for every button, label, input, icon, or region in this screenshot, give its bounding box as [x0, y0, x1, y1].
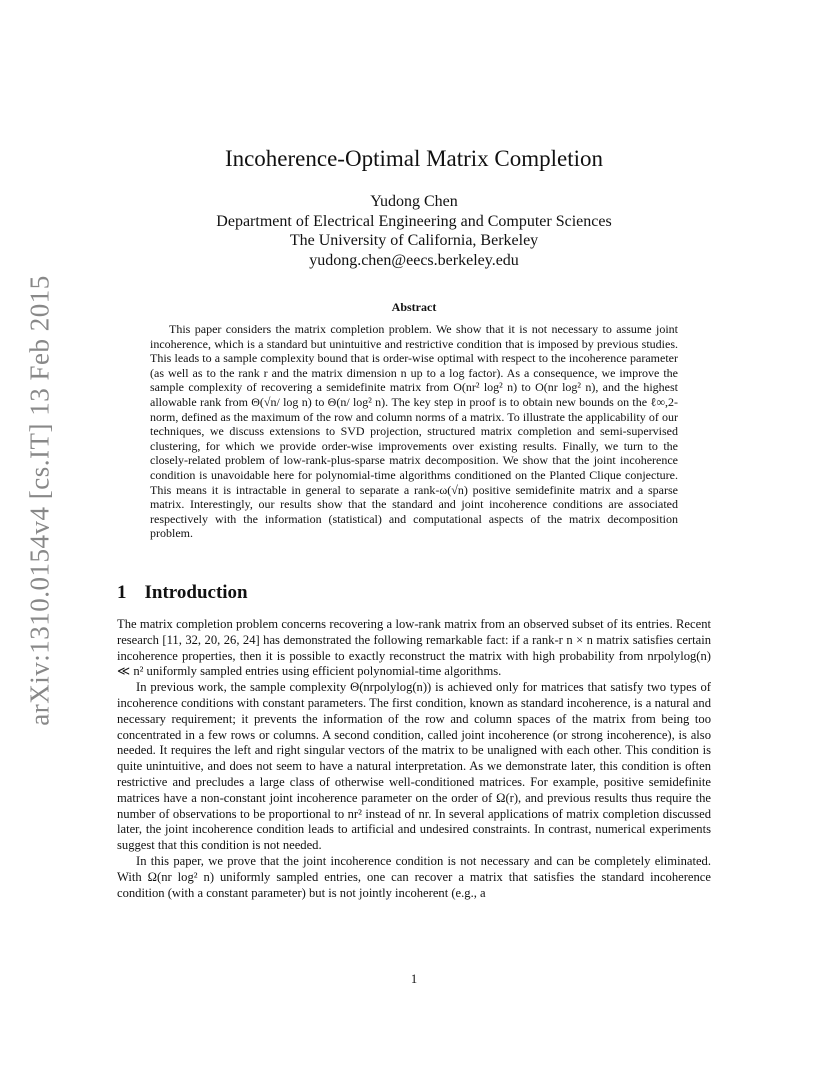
paragraph: In previous work, the sample complexity Θ(nrpolylog(n)) is achieved only for matrices that satisfy two types of incoherence conditions with constant parameters. The first condition, known as standard incoherence, is a natural and necessary requirement; it prevents the information of the row and column spaces of the matrix from being too concentrated in a few rows or columns. A second condition, called joint incoherence (or strong incoherence), is also needed. It requires the left and right singular vectors of the matrix to be unaligned with each other. This condition is quite unintuitive, and does not seem to have a natural interpretation. As we demonstrate later, this condition is often restrictive and precludes a large class of otherwise well-conditioned matrices. For example, positive semidefinite matrices have a non-constant joint incoherence parameter on the order of Ω(r), and previous results thus require the number of observations to be proportional to nr² instead of nr. In several applications of matrix completion discussed later, the joint incoherence condition leads to artificial and undesired constraints. In contrast, numerical experiments suggest that this condition is not needed.: [117, 680, 711, 853]
arxiv-identifier-stamp: [20, 274, 60, 726]
page-number: 1: [410, 972, 418, 986]
author-block: [0, 192, 828, 270]
author-university: The University of California, Berkeley: [289, 232, 539, 249]
abstract-heading: Abstract: [391, 300, 437, 314]
paragraph: The matrix completion problem concerns recovering a low-rank matrix from an observed subset of its entries. Recent research [11, 32, 20, 26, 24] has demonstrated the following remarkable fact: if a rank-r n × n matrix satisfies certain incoherence properties, then it is possible to exactly reconstruct the matrix with high probability from nrpolylog(n) ≪ n² uniformly sampled entries using efficient polynomial-time algorithms.: [117, 617, 711, 679]
section-heading: [117, 582, 248, 604]
abstract-text: This paper considers the matrix completion problem. We show that it is not necessary to assume joint incoherence, which is a standard but unintuitive and restrictive condition that is imposed by previous studies. This leads to a sample complexity bound that is order-wise optimal with respect to the incoherence parameter (as well as to the rank r and the matrix dimension n up to a log factor). As a consequence, we improve the sample complexity of recovering a semidefinite matrix from O(nr² log² n) to O(nr log² n), and the highest allowable rank from Θ(√n/ log n) to Θ(n/ log² n). The key step in proof is to obtain new bounds on the ℓ∞,2-norm, defined as the maximum of the row and column norms of a matrix. To illustrate the applicability of our techniques, we discuss extensions to SVD projection, structured matrix completion and semi-supervised clustering, for which we provide order-wise improvements over existing results. Finally, we turn to the closely-related problem of low-rank-plus-sparse matrix decomposition. We show that the joint incoherence condition is unavoidable here for polynomial-time algorithms conditioned on the Planted Clique conjecture. This means it is intractable in general to separate a rank-ω(√n) positive semidefinite matrix and a sparse matrix. Interestingly, our results show that the standard and joint incoherence conditions are associated respectively with the information (statistical) and computational aspects of the matrix decomposition problem.: [150, 322, 678, 541]
author-email: yudong.chen@eecs.berkeley.edu: [309, 251, 519, 269]
arxiv-identifier: arXiv:1310.0154v4 [cs.IT] 13 Feb 2015: [24, 274, 55, 726]
body-text: [117, 617, 711, 901]
section-number: 1: [117, 582, 127, 603]
author-name: Yudong Chen: [370, 193, 458, 210]
paragraph: In this paper, we prove that the joint incoherence condition is not necessary and can be completely eliminated. With Ω(nr log² n) uniformly sampled entries, one can recover a matrix that satisfies the standard incoherence condition (with a constant parameter) but is not jointly incoherent (e.g., a: [117, 853, 711, 900]
section-title: Introduction: [144, 582, 248, 603]
author-department: Department of Electrical Engineering and Computer Sciences: [216, 212, 612, 230]
paper-title: Incoherence-Optimal Matrix Completion: [224, 146, 604, 171]
